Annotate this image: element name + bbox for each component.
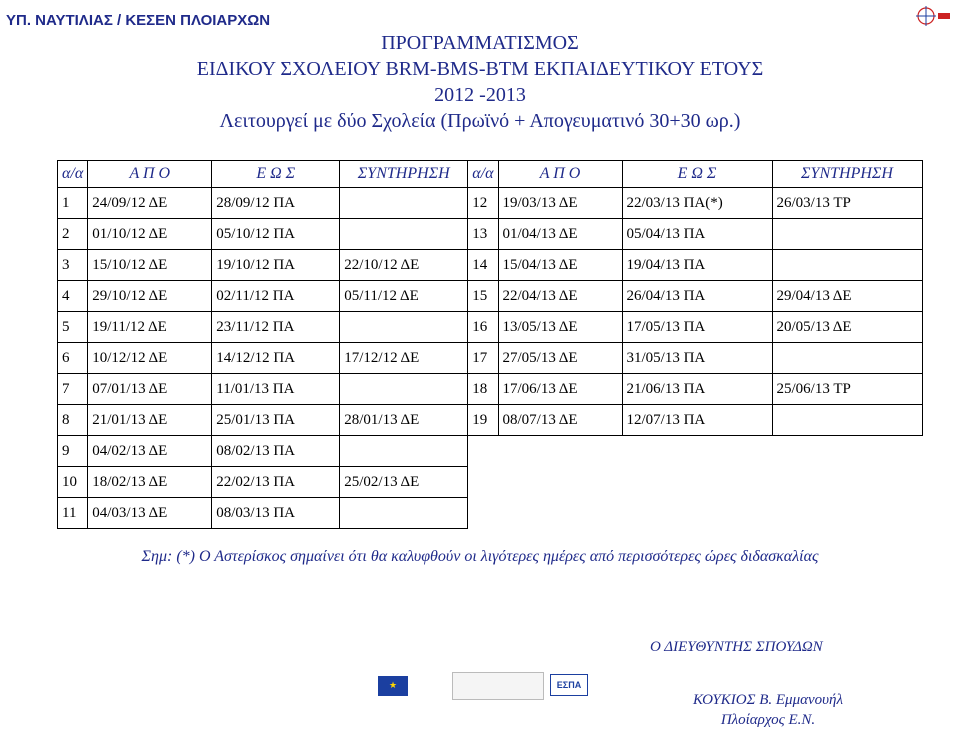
table-cell: 25/06/13 ΤΡ xyxy=(772,374,922,405)
table-cell: 21/01/13 ΔΕ xyxy=(88,405,212,436)
table-cell: 25/02/13 ΔΕ xyxy=(340,467,468,498)
table-cell: 22/02/13 ΠΑ xyxy=(212,467,340,498)
signer-name: ΚΟΥΚΙΟΣ Β. Εμμανουήλ xyxy=(693,692,843,708)
table-cell: 28/09/12 ΠΑ xyxy=(212,188,340,219)
table-header-row xyxy=(58,161,923,188)
table-cell: 14/12/12 ΠΑ xyxy=(212,343,340,374)
table-cell xyxy=(622,467,772,498)
table-cell xyxy=(468,436,498,467)
table-cell xyxy=(772,498,922,529)
table-cell: 26/04/13 ΠΑ xyxy=(622,281,772,312)
table-cell: 05/10/12 ΠΑ xyxy=(212,219,340,250)
table-cell: 29/10/12 ΔΕ xyxy=(88,281,212,312)
table-row xyxy=(58,498,923,529)
column-header: Ε Ω Σ xyxy=(212,161,340,188)
document-title-block xyxy=(0,30,960,134)
table-row xyxy=(58,312,923,343)
eu-flag-logo xyxy=(378,676,408,696)
table-cell: 19/03/13 ΔΕ xyxy=(498,188,622,219)
title-line: ΕΙΔΙΚΟΥ ΣΧΟΛΕΙΟΥ BRM-BMS-BTM ΕΚΠΑΙΔΕΥΤΙΚΟΥ ΕΤΟΥΣ xyxy=(196,58,764,80)
table-row xyxy=(58,343,923,374)
footnote: Σημ: (*) Ο Αστερίσκος σημαίνει ότι θα καλυφθούν οι λιγότερες ημέρες από περισσότερες ώρες διδασκαλίας xyxy=(141,548,819,565)
table-cell: 25/01/13 ΠΑ xyxy=(212,405,340,436)
table-body xyxy=(58,188,923,529)
table-cell xyxy=(772,343,922,374)
column-header: α/α xyxy=(468,161,498,188)
table-cell: 28/01/13 ΔΕ xyxy=(340,405,468,436)
table-cell xyxy=(622,436,772,467)
table-row xyxy=(58,250,923,281)
table-cell: 27/05/13 ΔΕ xyxy=(498,343,622,374)
table-cell xyxy=(772,250,922,281)
title-line: Λειτουργεί με δύο Σχολεία (Πρωϊνό + Απογευματινό 30+30 ωρ.) xyxy=(219,110,741,132)
table-cell xyxy=(468,498,498,529)
table-cell: 13 xyxy=(468,219,498,250)
column-header: α/α xyxy=(58,161,88,188)
table-cell: 08/07/13 ΔΕ xyxy=(498,405,622,436)
table-cell: 12 xyxy=(468,188,498,219)
table-cell: 04/03/13 ΔΕ xyxy=(88,498,212,529)
table-cell: 22/10/12 ΔΕ xyxy=(340,250,468,281)
table-cell: 19/04/13 ΠΑ xyxy=(622,250,772,281)
table-cell: 18 xyxy=(468,374,498,405)
table-cell: 12/07/13 ΠΑ xyxy=(622,405,772,436)
table-row xyxy=(58,281,923,312)
table-row xyxy=(58,405,923,436)
table-cell xyxy=(340,498,468,529)
table-cell: 10 xyxy=(58,467,88,498)
table-cell: 5 xyxy=(58,312,88,343)
table-cell: 17 xyxy=(468,343,498,374)
table-cell: 24/09/12 ΔΕ xyxy=(88,188,212,219)
table-cell: 21/06/13 ΠΑ xyxy=(622,374,772,405)
column-header: ΣΥΝΤΗΡΗΣΗ xyxy=(340,161,468,188)
column-header: Α Π Ο xyxy=(88,161,212,188)
table-cell: 01/10/12 ΔΕ xyxy=(88,219,212,250)
table-cell xyxy=(340,374,468,405)
schedule-table xyxy=(57,160,923,529)
table-cell: 14 xyxy=(468,250,498,281)
table-cell: 18/02/13 ΔΕ xyxy=(88,467,212,498)
table-cell xyxy=(772,436,922,467)
table-cell: 11 xyxy=(58,498,88,529)
table-cell: 22/03/13 ΠΑ(*) xyxy=(622,188,772,219)
table-cell: 4 xyxy=(58,281,88,312)
table-cell: 08/02/13 ΠΑ xyxy=(212,436,340,467)
program-logo xyxy=(452,672,544,700)
table-cell: 8 xyxy=(58,405,88,436)
table-cell: 02/11/12 ΠΑ xyxy=(212,281,340,312)
table-cell: 15/04/13 ΔΕ xyxy=(498,250,622,281)
table-cell: 7 xyxy=(58,374,88,405)
signer-rank: Πλοίαρχος Ε.Ν. xyxy=(720,712,816,728)
table-cell: 17/05/13 ΠΑ xyxy=(622,312,772,343)
table-cell xyxy=(772,405,922,436)
table-row xyxy=(58,436,923,467)
table-cell xyxy=(340,312,468,343)
table-cell: 08/03/13 ΠΑ xyxy=(212,498,340,529)
table-cell: 17/06/13 ΔΕ xyxy=(498,374,622,405)
table-cell: 05/11/12 ΔΕ xyxy=(340,281,468,312)
table-cell: 16 xyxy=(468,312,498,343)
table-cell: 1 xyxy=(58,188,88,219)
column-header: ΣΥΝΤΗΡΗΣΗ xyxy=(772,161,922,188)
table-cell: 01/04/13 ΔΕ xyxy=(498,219,622,250)
table-cell: 05/04/13 ΠΑ xyxy=(622,219,772,250)
table-cell: 19/11/12 ΔΕ xyxy=(88,312,212,343)
table-cell: 29/04/13 ΔΕ xyxy=(772,281,922,312)
table-cell: 13/05/13 ΔΕ xyxy=(498,312,622,343)
table-cell: 19 xyxy=(468,405,498,436)
table-cell: 19/10/12 ΠΑ xyxy=(212,250,340,281)
table-cell: 20/05/13 ΔΕ xyxy=(772,312,922,343)
table-cell xyxy=(468,467,498,498)
table-cell: 26/03/13 ΤΡ xyxy=(772,188,922,219)
table-cell: 22/04/13 ΔΕ xyxy=(498,281,622,312)
emblem-logo xyxy=(912,4,952,30)
table-cell: 3 xyxy=(58,250,88,281)
table-cell: 17/12/12 ΔΕ xyxy=(340,343,468,374)
table-cell xyxy=(772,467,922,498)
table-cell xyxy=(622,498,772,529)
table-cell xyxy=(340,188,468,219)
espa-logo: ΕΣΠΑ xyxy=(550,674,588,696)
table-cell: 23/11/12 ΠΑ xyxy=(212,312,340,343)
table-cell: 04/02/13 ΔΕ xyxy=(88,436,212,467)
table-cell xyxy=(340,219,468,250)
column-header: Α Π Ο xyxy=(498,161,622,188)
ministry-header: ΥΠ. ΝΑΥΤΙΛΙΑΣ / ΚΕΣΕΝ ΠΛΟΙΑΡΧΩΝ xyxy=(6,12,271,29)
column-header: Ε Ω Σ xyxy=(622,161,772,188)
table-cell xyxy=(340,436,468,467)
table-cell: 2 xyxy=(58,219,88,250)
table-cell: 31/05/13 ΠΑ xyxy=(622,343,772,374)
signer-title: Ο ΔΙΕΥΘΥΝΤΗΣ ΣΠΟΥΔΩΝ xyxy=(650,639,823,655)
table-cell xyxy=(498,498,622,529)
table-cell: 9 xyxy=(58,436,88,467)
table-row xyxy=(58,219,923,250)
title-line: ΠΡΟΓΡΑΜΜΑΤΙΣΜΟΣ xyxy=(381,32,579,54)
table-cell xyxy=(498,436,622,467)
signer-block xyxy=(693,690,843,730)
table-cell xyxy=(772,219,922,250)
table-row xyxy=(58,188,923,219)
table-cell: 6 xyxy=(58,343,88,374)
table-cell xyxy=(498,467,622,498)
table-cell: 10/12/12 ΔΕ xyxy=(88,343,212,374)
table-row xyxy=(58,467,923,498)
title-line: 2012 -2013 xyxy=(434,84,526,106)
table-cell: 11/01/13 ΠΑ xyxy=(212,374,340,405)
table-cell: 07/01/13 ΔΕ xyxy=(88,374,212,405)
table-cell: 15/10/12 ΔΕ xyxy=(88,250,212,281)
table-row xyxy=(58,374,923,405)
table-cell: 15 xyxy=(468,281,498,312)
